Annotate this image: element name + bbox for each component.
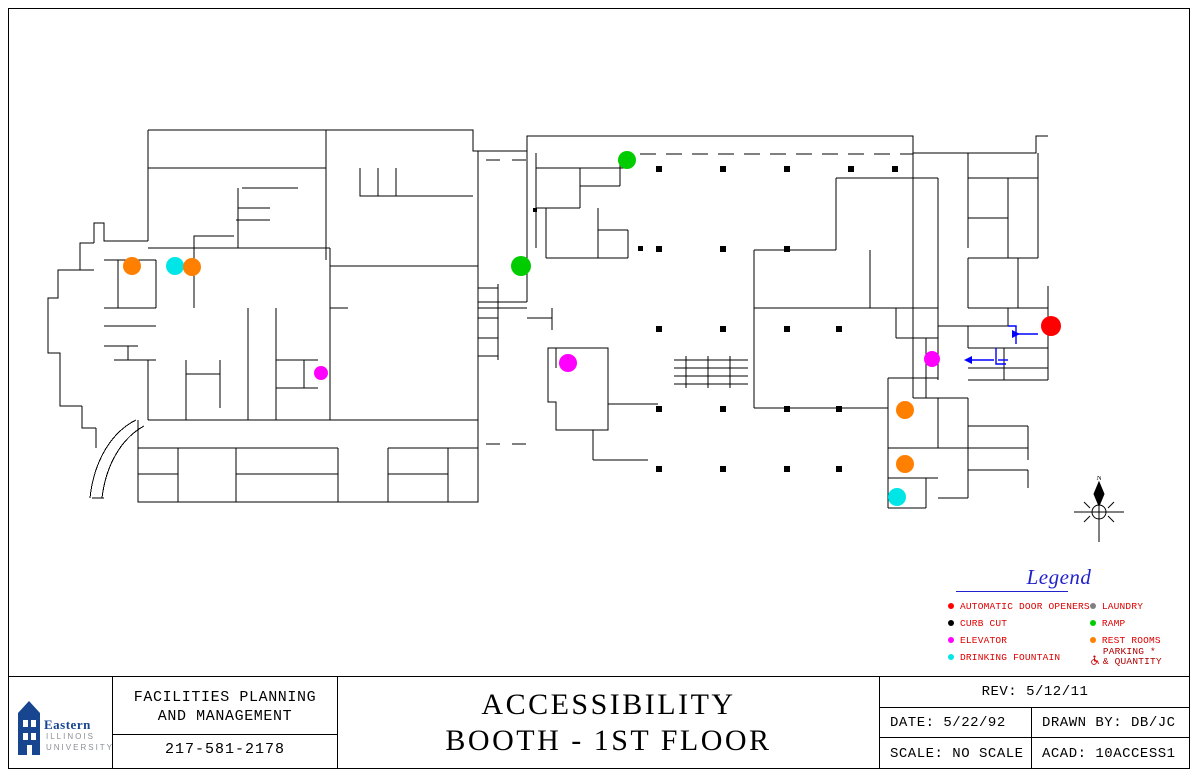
legend-item — [948, 649, 1090, 665]
legend-dot-icon — [948, 603, 954, 609]
marker-elevator — [559, 354, 577, 372]
legend-item — [1090, 615, 1198, 631]
legend-column-left — [948, 598, 1090, 666]
sheet-info-row-scale — [880, 738, 1190, 769]
marker-rest-rooms — [123, 257, 141, 275]
revision-text: REV: 5/12/11 — [981, 683, 1089, 700]
wheelchair-icon — [1090, 652, 1100, 662]
legend-parking-line2: & QUANTITY — [1102, 656, 1162, 667]
legend-title-underline — [956, 591, 1068, 592]
legend-title: Legend — [1026, 565, 1092, 589]
legend-dot-icon — [948, 620, 954, 626]
legend-column-right — [1090, 598, 1198, 666]
sheet-title-line1: ACCESSIBILITY — [481, 688, 736, 721]
marker-rest-rooms — [896, 455, 914, 473]
marker-ramp — [618, 151, 636, 169]
scale-text: SCALE: NO SCALE — [880, 738, 1032, 769]
department-cell — [113, 677, 338, 769]
legend-dot-icon — [948, 654, 954, 660]
sheet-title-line2: BOOTH - 1ST FLOOR — [445, 724, 772, 757]
legend-dot-icon — [1090, 603, 1096, 609]
logo-eastern-text: Eastern — [44, 717, 91, 732]
marker-ramp — [511, 256, 531, 276]
legend-parking-line1: PARKING * — [1102, 646, 1156, 657]
department-name-line1: FACILITIES PLANNING — [133, 689, 317, 706]
legend-dot-icon — [948, 637, 954, 643]
title-block — [8, 676, 1190, 769]
legend-dot-icon — [1090, 637, 1096, 643]
legend-dot-icon — [1090, 620, 1096, 626]
department-divider — [113, 734, 337, 735]
compass-rose — [1070, 476, 1128, 548]
legend-item — [948, 632, 1090, 648]
sheet-title-cell — [338, 677, 880, 769]
department-phone: 217-581-2178 — [164, 741, 286, 758]
legend-item-label-parking — [1103, 647, 1162, 667]
sheet-info-row-date — [880, 708, 1190, 739]
legend-item-label: DRINKING FOUNTAIN — [960, 651, 1061, 663]
university-logo-cell — [8, 677, 113, 769]
sheet-info-cell — [880, 677, 1190, 769]
marker-drinking-fountain — [166, 257, 184, 275]
legend-item — [948, 598, 1090, 614]
legend-item — [1090, 646, 1198, 667]
logo-university-text: UNIVERSITY — [46, 743, 115, 752]
legend-item-label: RAMP — [1101, 617, 1126, 629]
legend-item — [1090, 598, 1198, 614]
legend-item-label: REST ROOMS — [1101, 634, 1161, 646]
legend — [948, 566, 1170, 670]
acad-file-text: ACAD: 10ACCESS1 — [1042, 745, 1176, 762]
legend-item — [948, 615, 1090, 631]
logo-illinois-text: ILLINOIS — [46, 732, 95, 741]
drawn-by-text: DRAWN BY: DB/JC — [1042, 714, 1176, 731]
sheet-info-row-rev — [880, 677, 1190, 708]
eiu-logo — [14, 687, 115, 759]
marker-rest-rooms — [896, 401, 914, 419]
svg-text:N: N — [1096, 476, 1102, 482]
legend-item-label: LAUNDRY — [1101, 600, 1144, 612]
legend-item-label: AUTOMATIC DOOR OPENERS — [960, 600, 1090, 612]
marker-drinking-fountain — [888, 488, 906, 506]
marker-elevator — [314, 366, 328, 380]
date-text: DATE: 5/22/92 — [880, 708, 1032, 738]
marker-automatic-door-openers — [1041, 316, 1061, 336]
legend-item-label: CURB CUT — [960, 617, 1008, 629]
marker-elevator — [924, 351, 940, 367]
marker-rest-rooms — [183, 258, 201, 276]
legend-item-label: ELEVATOR — [960, 634, 1008, 646]
department-name-line2: AND MANAGEMENT — [157, 708, 293, 725]
